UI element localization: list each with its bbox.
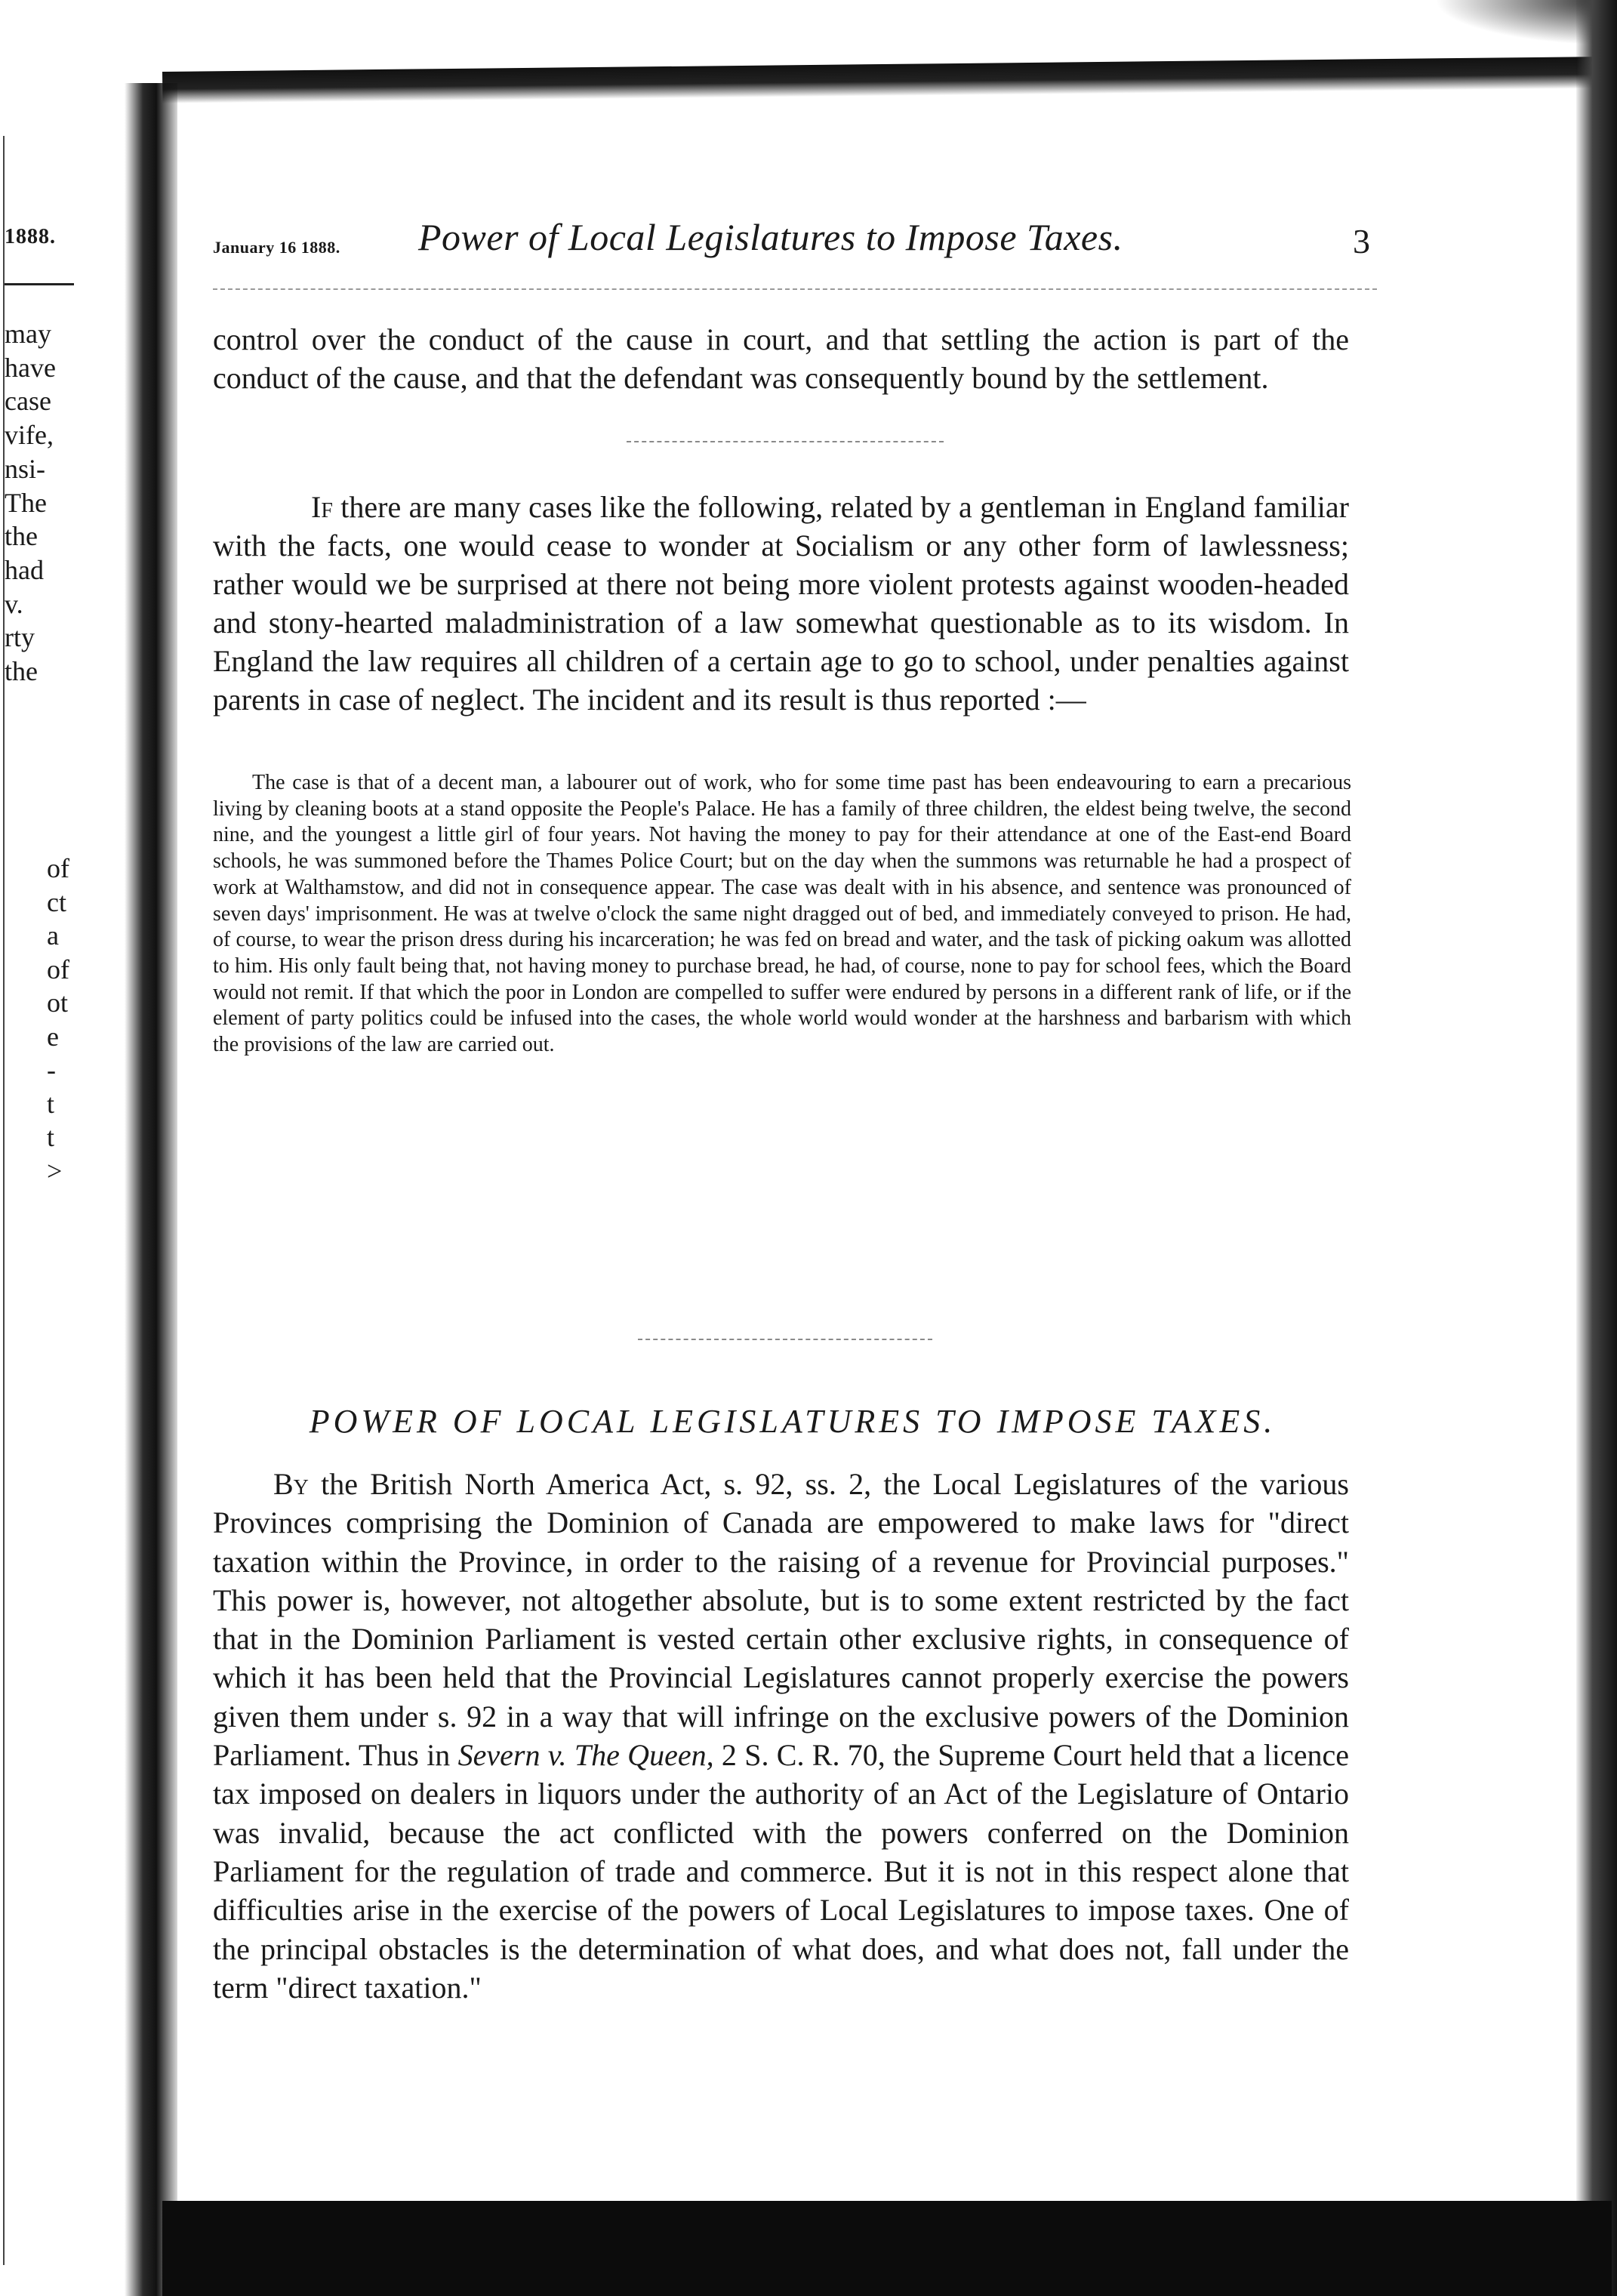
running-head <box>213 215 1368 268</box>
scan-binding-shadow <box>125 83 177 2296</box>
running-head-date: January 16 1888. <box>213 238 340 257</box>
paragraph-body: the British North America Act, s. 92, ss. 2, the Local Legislatures of the various Provinces comprising the Dominion of Canada are empowered to make laws for "direct taxation within the Province, in order to the raising of a revenue for Provincial purposes." This power is, however, not altogether absolute, but is to some extent restricted by the fact that in the Dominion Parliament is vested certain other exclusive rights, in consequence of which it has been held that the Provincial Legislatures cannot properly exercise the powers given them under s. 92 in a way that will infringe on the exclusive powers of the Dominion Parliament. Thus in <box>213 1467 1349 1773</box>
gutter-rule <box>5 283 74 285</box>
case-citation: Severn v. The Queen, <box>457 1738 714 1773</box>
paragraph-body: 2 S. C. R. 70, the Supreme Court held that a licence tax imposed on dealers in liquors under the authority of an Act of the Legislature of Ontario was invalid, because the act conflicted with the powers conferred on the Dominion Parliament for the regulation of trade and commerce. But it is not in this respect alone that difficulties arise in the exercise of the powers of Local Legislatures to impose taxes. One of the principal obstacles is the determination of what does, and what does not, fall under the term "direct taxation." <box>213 1738 1350 2005</box>
section-separator <box>638 1339 932 1340</box>
section-separator <box>627 441 944 442</box>
section-title: POWER OF LOCAL LEGISLATURES TO IMPOSE TAXES. <box>309 1403 1277 1440</box>
gutter-year: 1888. <box>5 225 56 248</box>
scan-shadow-bottom <box>162 2201 1612 2296</box>
drop-word: By <box>273 1467 309 1501</box>
gutter-fragments-top: may have case vife, nsi- The the had v. rty the <box>5 319 56 687</box>
quoted-report: The case is that of a decent man, a labourer out of work, who for some time past has been endeavouring to earn a precarious living by cleaning boots at a stand opposite the People's Palace. He has a family of three children, the eldest being twelve, the second nine, and the youngest a little girl of four years. Not having the money to pay for their attendance at one of the East-end Board schools, he was summoned before the Thames Police Court; but on the day when the summons was returnable he had a prospect of work at Walthamstow, and did not in consequence appear. The case was dealt with in his absence, and sentence was pronounced of seven days' imprisonment. He was at twelve o'clock the same night dragged out of bed, and immediately conveyed to prison. He had, of course, to wear the prison dress during his incarceration; he was fed on bread and water, and the task of picking oakum was allotted to him. His only fault being that, not having money to purchase bread, he had, of course, none to pay for school fees, which the Board would not remit. If that which the poor in London are compelled to suffer were endured by persons in a different rank of life, or if the element of party politics could be infused into the cases, the whole world would wonder at the harshness and barbarism with which the provisions of the law are carried out. <box>213 771 1351 1057</box>
drop-word: If <box>311 490 333 524</box>
scan-shadow-top <box>162 57 1604 103</box>
paragraph-taxation <box>213 1465 1349 2007</box>
scan-shadow-right <box>1576 0 1617 2296</box>
gutter-fragments-bottom: of ct a of ot e - t t > <box>47 853 69 1186</box>
paragraph-socialism <box>213 488 1349 719</box>
paragraph-body: there are many cases like the following, related by a gentleman in England familiar with the facts, one would cease to wonder at Socialism or any other form of lawlessness; rather would we be surprised at there not being more violent protests against wooden-headed and stony-hearted maladministration of a law somewhat questionable as to its wisdom. In England the law requires all children of a certain age to go to school, under penalties against parents in case of neglect. The incident and its result is thus reported :— <box>213 490 1349 717</box>
paragraph-continuation: control over the conduct of the cause in court, and that settling the action is part of the conduct of the cause, and that the defendant was consequently bound by the settlement. <box>213 322 1349 395</box>
running-head-title: Power of Local Legislatures to Impose Taxes. <box>418 216 1123 258</box>
page-number: 3 <box>1353 222 1370 260</box>
header-rule <box>213 288 1377 290</box>
